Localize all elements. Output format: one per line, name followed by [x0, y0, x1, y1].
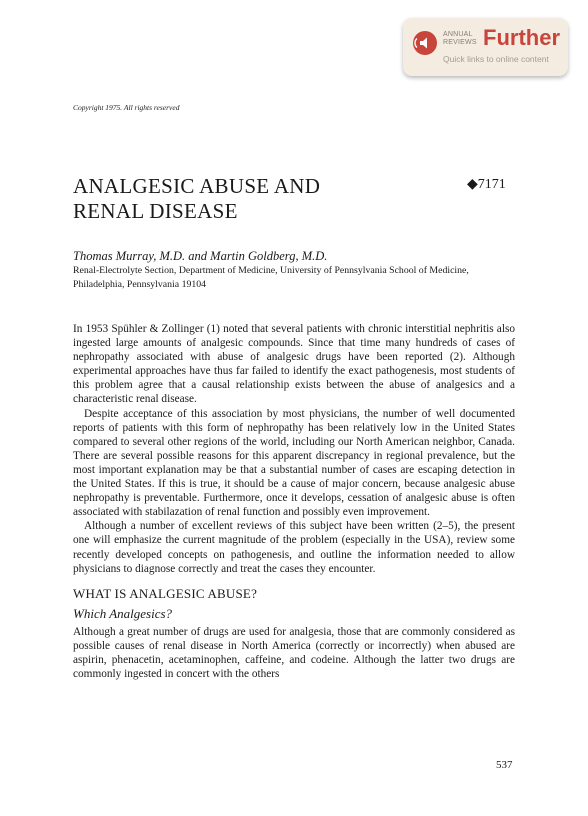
- sound-icon: [413, 31, 437, 55]
- subsection-heading: Which Analgesics?: [73, 605, 173, 621]
- paragraph-2: Despite acceptance of this association by most physicians, the number of well documented reports of patients with this form of nephropathy has been relatively low in the United States compared to several other regions of the world, including our North American neighbor, Canada. There are several possible reasons for this apparent discrepancy in regional prevalence, but the most important explanation may be that a substantial number of cases are escaping detection in the United States. If this is true, it should be a cause of major concern, because analgesic abuse nephropathy is preventable. Furthermore, once it develops, cessation of analgesic abuse is often associated with stabilazation of renal function and possibly even improvement.: [73, 407, 515, 519]
- affiliation: Renal-Electrolyte Section, Department of Medicine, University of Pennsylvania School of Medicine, Philadelphia, Pennsylvania 19104: [73, 265, 469, 290]
- section-heading: WHAT IS ANALGESIC ABUSE?: [73, 585, 258, 601]
- copyright-notice: Copyright 1975. All rights reserved: [73, 103, 180, 112]
- title-line-2: RENAL DISEASE: [73, 199, 238, 223]
- article-body: [73, 322, 515, 681]
- annual-reviews-further-badge[interactable]: [403, 18, 568, 76]
- article-code: ◆7171: [467, 177, 506, 192]
- paragraph-4: Although a great number of drugs are used for analgesia, those that are commonly considered as possible causes of renal disease in North America (correctly or incorrectly) when abused are aspirin, phenacetin, acetaminophen, caffeine, and codeine. Although the latter two drugs are commonly ingested in concert with the others: [73, 625, 515, 681]
- badge-annual: ANNUAL: [443, 31, 473, 38]
- authors: Thomas Murray, M.D. and Martin Goldberg, M.D.: [73, 249, 328, 263]
- article-title: [73, 174, 320, 224]
- paragraph-3: Although a number of excellent reviews of this subject have been written (2–5), the present one will emphasize the current magnitude of the problem (especially in the USA), review some recently developed concepts on pathogenesis, and outline the information needed to allow physicians to diagnose correctly and treat the cases they encounter.: [73, 520, 515, 575]
- badge-annual-reviews-text: [443, 31, 483, 47]
- title-line-1: ANALGESIC ABUSE AND: [73, 174, 321, 198]
- paragraph-1: In 1953 Spühler & Zollinger (1) noted that several patients with chronic interstitial nephritis also ingested large amounts of analgesic compounds. Since that time many hundreds of cases of nephropathy associated with abuse of analgesic drugs have been reported (2). Although experimental approaches have thus far failed to identify the exact pathogenesis, most students of this problem agree that a causal relationship exists between the abuse of analgesics and a characteristic renal disease.: [73, 323, 515, 406]
- page-number: 537: [496, 759, 513, 771]
- badge-further: Further: [483, 25, 560, 50]
- badge-subtitle: Quick links to online content: [443, 54, 549, 64]
- badge-reviews: REVIEWS: [443, 39, 477, 46]
